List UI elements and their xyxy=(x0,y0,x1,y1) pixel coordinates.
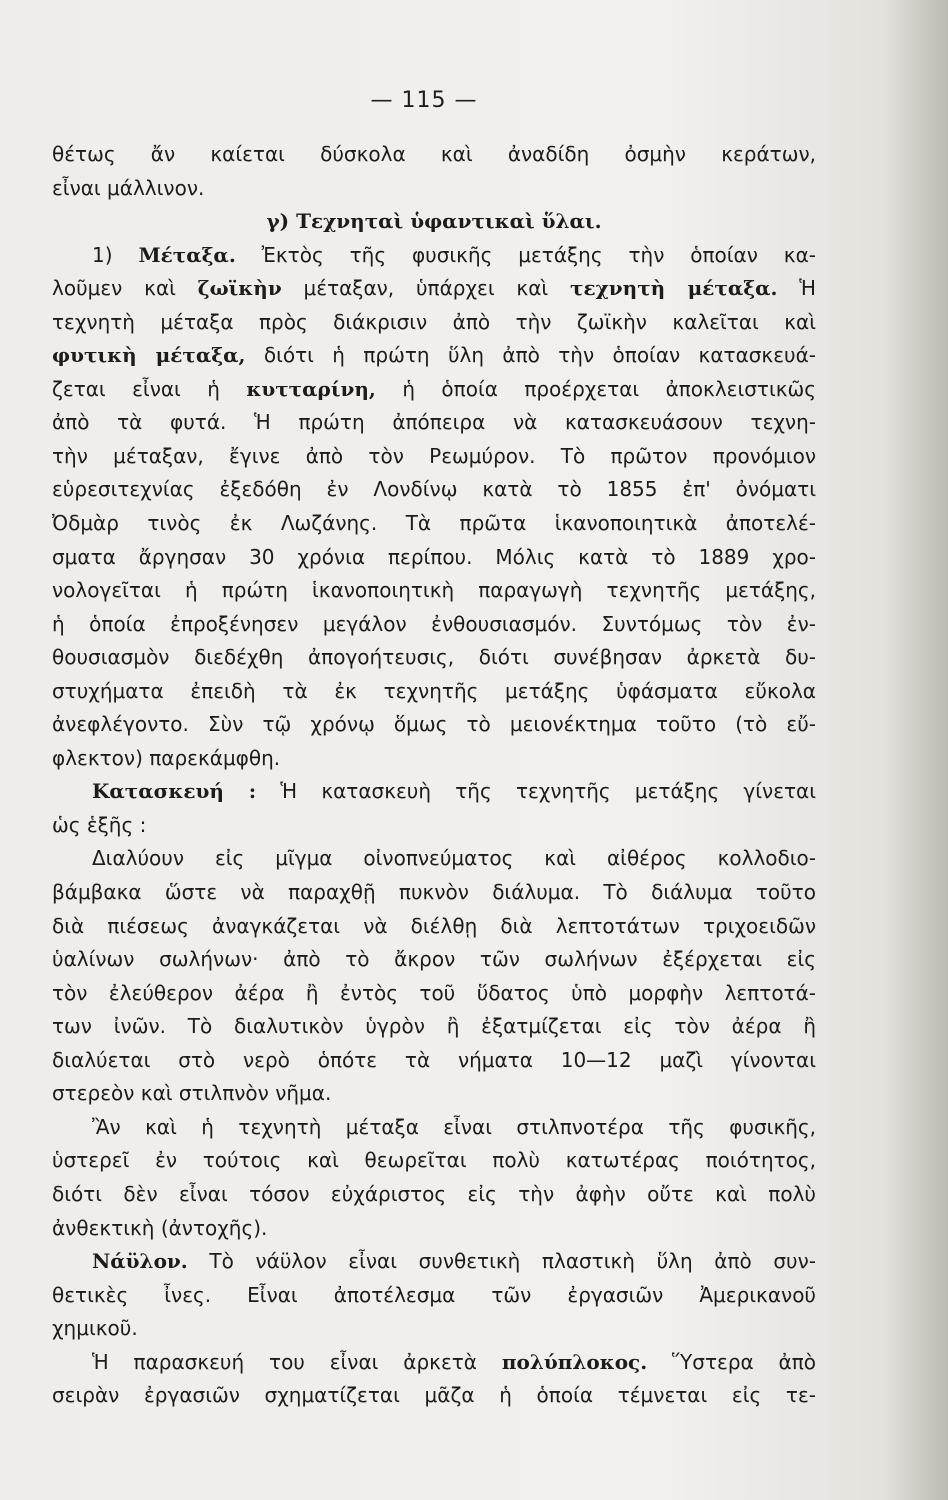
text-line xyxy=(52,608,816,642)
text-run: φλεκτον) παρεκάμφθη. xyxy=(52,745,281,770)
text-run: τὴν μέταξαν, ἔγινε ἀπὸ τὸν Ρεωμύρον. Τὸ πρῶτον προνόμιον xyxy=(52,443,816,468)
text-run: Τὸ νάϋλον εἶναι συνθετικὴ πλαστικὴ ὕλη ἀπὸ συν- xyxy=(187,1249,816,1274)
text-line xyxy=(52,574,816,608)
text-run: θουσιασμὸν διεδέχθη ἀπογοήτευσις, διότι συνέβησαν ἀρκετὰ δυ- xyxy=(52,645,816,670)
text-run: εἶναι μάλλινον. xyxy=(52,175,205,200)
page-number: — 115 — xyxy=(370,88,478,113)
body-text xyxy=(52,138,816,1413)
text-run: Ἡ κατασκευὴ τῆς τεχνητῆς μετάξης γίνεται xyxy=(256,779,816,804)
text-line xyxy=(52,339,816,373)
text-run: εὑρεσιτεχνίας ἐξεδόθη ἐν Λονδίνῳ κατὰ τὸ 1855 ἐπ' ὀνόματι xyxy=(52,477,816,502)
text-run: σματα ἄργησαν 30 χρόνια περίπου. Μόλις κατὰ τὸ 1889 χρο- xyxy=(52,544,816,569)
bold-term: Μέταξα. xyxy=(138,242,236,267)
bold-term: φυτικὴ μέταξα, xyxy=(52,343,246,368)
text-line xyxy=(52,1212,816,1246)
text-line xyxy=(52,910,816,944)
text-line xyxy=(52,205,816,239)
text-run: Ἡ παρασκευή του εἶναι ἀρκετὰ xyxy=(92,1349,502,1374)
text-line xyxy=(52,1245,816,1279)
text-run: βάμβακα ὥστε νὰ παραχθῇ πυκνὸν διάλυμα. Τὸ διάλυμα τοῦτο xyxy=(52,880,816,905)
text-run: θέτως ἄν καίεται δύσκολα καὶ ἀναδίδη ὀσμὴν κεράτων, xyxy=(52,142,816,166)
text-run: Ἡ xyxy=(777,276,816,301)
text-run: διότι δὲν εἶναι τόσον εὐχάριστος εἰς τὴν ἀφὴν οὔτε καὶ πολὺ xyxy=(52,1181,816,1206)
text-line xyxy=(52,842,816,876)
text-run: διαλύεται στὸ νερὸ ὁπότε τὰ νήματα 10—12 μαζὶ γίνονται xyxy=(52,1047,816,1072)
bold-term: πολύπλοκος. xyxy=(501,1349,648,1374)
text-run: Ἐκτὸς τῆς φυσικῆς μετάξης τὴν ὁποίαν κα- xyxy=(235,242,816,267)
text-line xyxy=(52,977,816,1011)
text-line xyxy=(52,541,816,575)
text-line xyxy=(52,1144,816,1178)
text-run: Ἂν καὶ ἡ τεχνητὴ μέταξα εἶναι στιλπνοτέρα τῆς φυσικῆς, xyxy=(92,1114,816,1139)
text-line xyxy=(52,1379,816,1413)
bold-term: Νάϋλον. xyxy=(92,1249,188,1274)
text-line xyxy=(52,172,816,206)
text-line xyxy=(52,1346,816,1380)
text-line xyxy=(52,473,816,507)
text-line xyxy=(52,406,816,440)
text-run: ἀνεφλέγοντο. Σὺν τῷ χρόνῳ ὅμως τὸ μειονέκτημα τοῦτο (τὸ εὔ- xyxy=(52,712,816,737)
text-run: ἡ ὁποία ἐπροξένησεν μεγάλον ἐνθουσιασμόν. Συντόμως τὸν ἐν- xyxy=(52,611,816,636)
text-run: διότι ἡ πρώτη ὕλη ἀπὸ τὴν ὁποίαν κατασκευά- xyxy=(245,343,816,368)
text-run: ζεται εἶναι ἡ xyxy=(52,376,247,401)
text-run: χημικοῦ. xyxy=(52,1316,138,1341)
text-line xyxy=(52,876,816,910)
text-line xyxy=(52,675,816,709)
text-line xyxy=(52,138,816,172)
text-line xyxy=(52,742,816,776)
text-run: στυχήματα ἐπειδὴ τὰ ἐκ τεχνητῆς μετάξης ὑφάσματα εὔκολα xyxy=(52,678,816,703)
text-run: ἀπὸ τὰ φυτά. Ἡ πρώτη ἀπόπειρα νὰ κατασκευάσουν τεχνη- xyxy=(52,410,816,435)
text-line xyxy=(52,943,816,977)
text-line xyxy=(52,440,816,474)
text-line xyxy=(52,272,816,306)
text-run: 1) xyxy=(92,242,139,267)
text-line xyxy=(52,239,816,273)
text-run: τὸν ἐλεύθερον ἀέρα ἢ ἐντὸς τοῦ ὕδατος ὑπὸ μορφὴν λεπτοτά- xyxy=(52,980,816,1005)
text-line xyxy=(52,1279,816,1313)
text-run: τεχνητὴ μέταξα πρὸς διάκρισιν ἀπὸ τὴν ζωϊκὴν καλεῖται καὶ xyxy=(52,309,816,334)
text-run: σειρὰν ἐργασιῶν σχηματίζεται μᾶζα ἡ ὁποία τέμνεται εἰς τε- xyxy=(52,1383,816,1408)
text-run: ἀνθεκτικὴ (ἀντοχῆς). xyxy=(52,1215,268,1240)
text-line xyxy=(52,775,816,809)
text-run: μέταξαν, ὑπάρχει καὶ xyxy=(281,276,570,301)
text-line xyxy=(52,1010,816,1044)
text-run: θετικὲς ἶνες. Εἶναι ἀποτέλεσμα τῶν ἐργασιῶν Ἀμερικανοῦ xyxy=(52,1282,816,1307)
text-run: ὑαλίνων σωλήνων· ἀπὸ τὸ ἄκρον τῶν σωλήνων ἐξέρχεται εἰς xyxy=(52,947,816,972)
text-line xyxy=(52,1044,816,1078)
text-line xyxy=(52,1312,816,1346)
text-run: στερεὸν καὶ στιλπνὸν νῆμα. xyxy=(52,1081,332,1106)
text-run: ὡς ἑξῆς : xyxy=(52,812,147,837)
text-run: των ἰνῶν. Τὸ διαλυτικὸν ὑγρὸν ἢ ἐξατμίζεται εἰς τὸν ἀέρα ἢ xyxy=(52,1014,816,1039)
text-run: ἡ ὁποία προέρχεται ἀποκλειστικῶς xyxy=(375,376,816,401)
text-run: νολογεῖται ἡ πρώτη ἱκανοποιητικὴ παραγωγὴ τεχνητῆς μετάξης, xyxy=(52,578,816,603)
text-run: Ὀδμὰρ τινὸς ἐκ Λωζάνης. Τὰ πρῶτα ἱκανοποιητικὰ ἀποτελέ- xyxy=(52,511,816,536)
text-line xyxy=(52,373,816,407)
bold-term: Κατασκευή : xyxy=(92,779,257,804)
text-line xyxy=(52,641,816,675)
text-run: λοῦμεν καὶ xyxy=(52,276,198,301)
bold-term: τεχνητὴ μέταξα. xyxy=(570,276,778,301)
text-run: Διαλύουν εἰς μῖγμα οἰνοπνεύματος καὶ αἰθέρος κολλοδιο- xyxy=(92,846,816,871)
text-line xyxy=(52,1077,816,1111)
bold-term: ζωϊκὴν xyxy=(197,276,282,301)
bold-term: κυτταρίνη, xyxy=(246,376,376,401)
bold-term: γ) Τεχνηταὶ ὑφαντικαὶ ὕλαι. xyxy=(266,209,602,234)
text-line xyxy=(52,507,816,541)
text-run: διὰ πιέσεως ἀναγκάζεται νὰ διέλθῃ διὰ λεπτοτάτων τριχοειδῶν xyxy=(52,913,816,938)
text-line xyxy=(52,1111,816,1145)
text-line xyxy=(52,809,816,843)
text-line xyxy=(52,708,816,742)
text-run: ὑστερεῖ ἐν τούτοις καὶ θεωρεῖται πολὺ κατωτέρας ποιότητος, xyxy=(52,1148,816,1173)
text-line xyxy=(52,1178,816,1212)
text-line xyxy=(52,306,816,340)
text-run: Ὕστερα ἀπὸ xyxy=(647,1349,816,1374)
